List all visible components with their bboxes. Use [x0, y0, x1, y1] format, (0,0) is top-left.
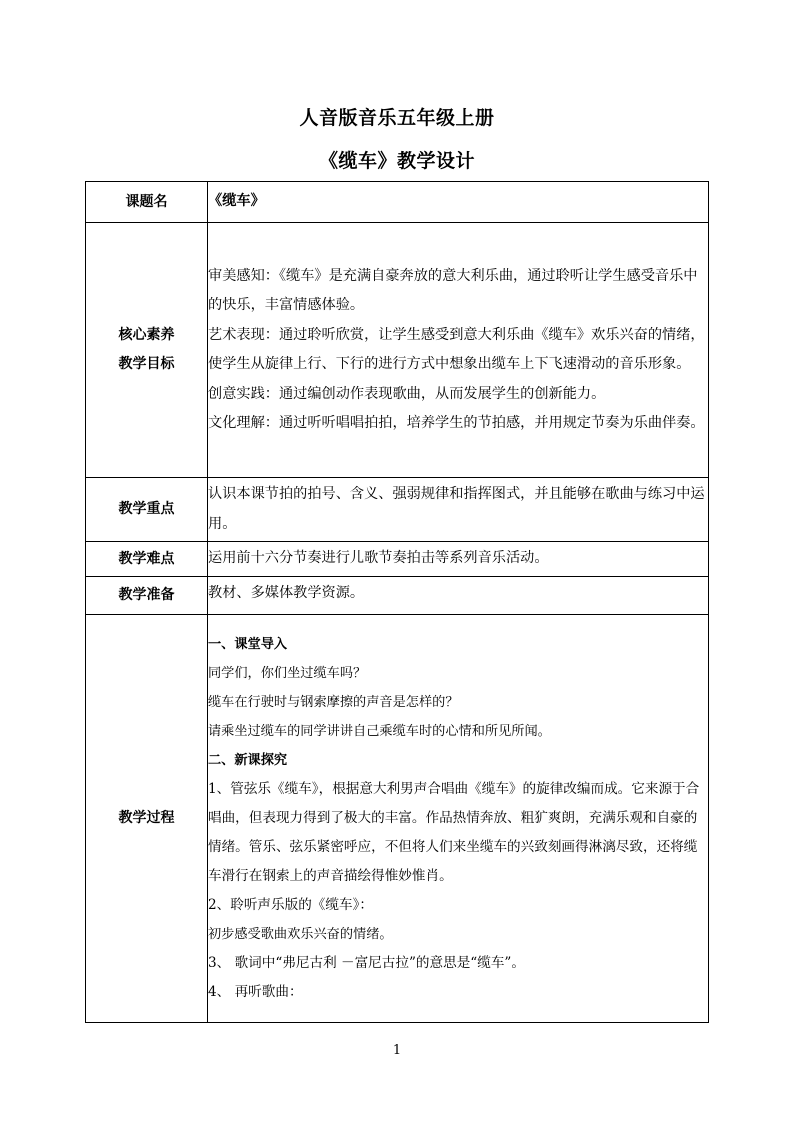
table-row-process — [86, 615, 709, 1023]
goals-label-line1: 核心素养 — [118, 326, 175, 343]
table-row-key-points — [86, 478, 709, 542]
goal-expression: 艺术表现：通过聆听欣赏，让学生感受到意大利乐曲《缆车》欢乐兴奋的情绪，使学生从旋律上行、下行的进行方式中想象出缆车上下飞速滑动的音乐形象。 — [208, 326, 705, 372]
goal-aesthetic: 审美感知：《缆车》是充满自豪奔放的意大利乐曲，通过聆听让学生感受音乐中的快乐，丰富情感体验。 — [208, 267, 698, 313]
process-label: 教学过程 — [86, 615, 208, 1023]
goal-culture: 文化理解：通过听听唱唱拍拍，培养学生的节拍感，并用规定节奏为乐曲伴奏。 — [208, 415, 705, 431]
intro-question-2: 缆车在行驶时与钢索摩擦的声音是怎样的？ — [208, 695, 459, 710]
lesson-plan-table — [85, 181, 709, 1023]
explore-item-3: 3、 歌词中“弗尼古利 －富尼古拉”的意思是“缆车”。 — [208, 955, 525, 971]
key-points-value: 认识本课节拍的拍号、含义、强弱规律和指挥图式，并且能够在歌曲与练习中运用。 — [208, 478, 709, 542]
goals-content — [208, 223, 709, 478]
preparation-value: 教材、多媒体教学资源。 — [208, 577, 709, 615]
explore-item-2: 2、聆听声乐版的《缆车》： — [208, 897, 373, 913]
intro-question-1: 同学们，你们坐过缆车吗？ — [208, 666, 367, 681]
difficulties-label: 教学难点 — [86, 542, 208, 577]
goal-creativity: 创意实践：通过编创动作表现歌曲，从而发展学生的创新能力。 — [208, 385, 606, 402]
section-explore-title: 二、新课探究 — [208, 753, 288, 768]
goals-label — [86, 223, 208, 478]
topic-label: 课题名 — [86, 182, 208, 223]
table-row-goals — [86, 223, 709, 478]
process-content — [208, 615, 709, 1023]
section-intro-title: 一、课堂导入 — [208, 637, 288, 652]
table-row-topic — [86, 182, 709, 223]
goals-label-line2: 教学目标 — [118, 356, 175, 372]
difficulties-value: 运用前十六分节奏进行儿歌节奏拍击等系列音乐活动。 — [208, 542, 709, 577]
document-subtitle: 《缆车》教学设计 — [318, 150, 475, 172]
page-number: 1 — [392, 1043, 402, 1058]
intro-question-3: 请乘坐过缆车的同学讲讲自己乘缆车时的心情和所见所闻。 — [208, 724, 551, 739]
explore-item-1: 1、管弦乐《缆车》，根据意大利男声合唱曲《缆车》的旋律改编而成。它来源于合唱曲，但表现力得到了极大的丰富。作品热情奔放、粗犷爽朗，充满乐观和自豪的情绪。管乐、弦乐紧密呼应，不但将人们来坐缆车的兴致刻画得淋漓尽致，还将缆车滑行在钢索上的声音描绘得惟妙惟肖。 — [208, 781, 700, 884]
table-row-difficulties — [86, 542, 709, 577]
explore-item-2-detail: 初步感受歌曲欢乐兴奋的情绪。 — [208, 927, 393, 942]
preparation-label: 教学准备 — [86, 577, 208, 615]
explore-item-4: 4、 再听歌曲： — [208, 984, 303, 1000]
topic-value: 《缆车》 — [208, 182, 709, 223]
table-row-preparation — [86, 577, 709, 615]
key-points-label: 教学重点 — [86, 478, 208, 542]
document-title: 人音版音乐五年级上册 — [299, 107, 495, 129]
